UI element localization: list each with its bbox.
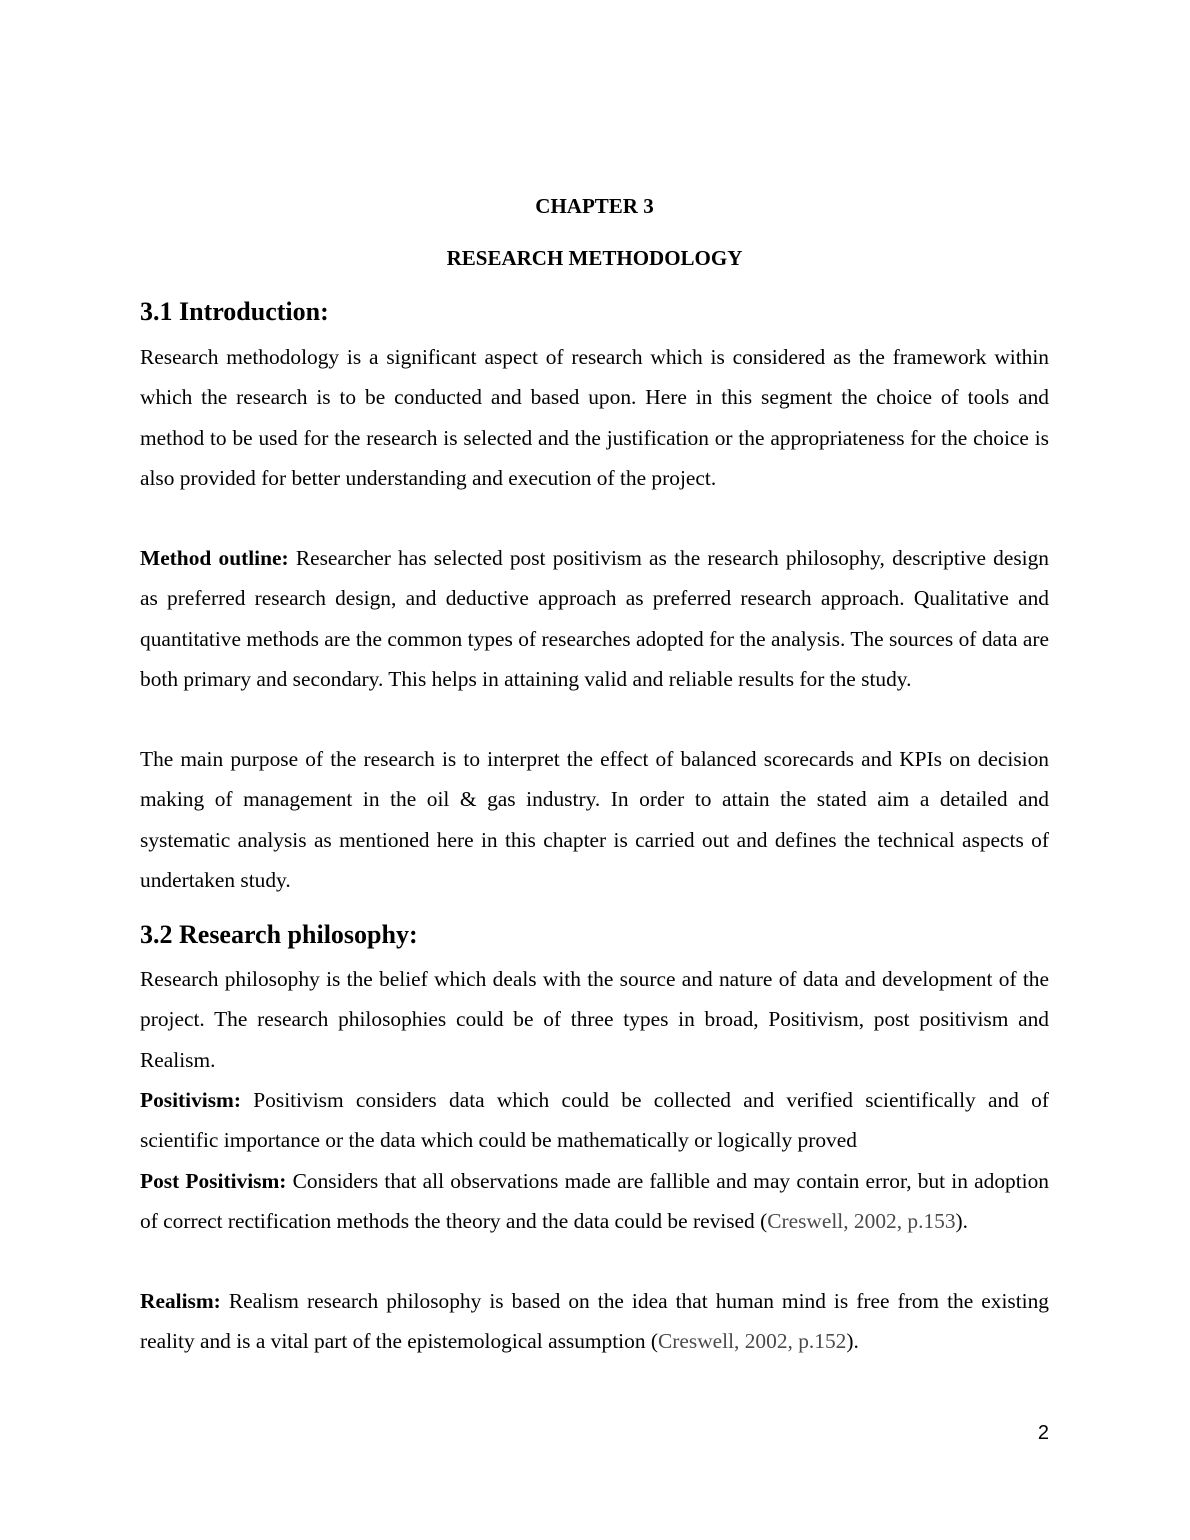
paragraph-text: The main purpose of the research is to interpret the effect of balanced scorecards and KPIs on decision making of management in the oil & gas industry. In order to attain the stated aim a detailed and systematic analysis as mentioned here in this chapter is carried out and defines the technical aspects of undertaken study.: [140, 747, 1049, 892]
chapter-title: RESEARCH METHODOLOGY: [446, 246, 743, 270]
citation: Creswell, 2002, p.152: [658, 1329, 847, 1354]
paragraph-text: Positivism considers data which could be collected and verified scientifically and of scientific importance or the data which could be mathematically or logically proved: [140, 1088, 1049, 1153]
paragraph-lead: Post Positivism:: [140, 1169, 287, 1193]
realism-paragraph: [140, 1281, 1049, 1362]
citation: Creswell, 2002, p.153: [767, 1209, 956, 1234]
paragraph-lead: Method outline:: [140, 546, 289, 570]
document-page: [140, 0, 1049, 1540]
paragraph-tail: ).: [955, 1209, 969, 1234]
paragraph-text: Considers that all observations made are fallible and may contain error, but in adoption of correct rectification methods the theory and the data could be revised (: [140, 1169, 1049, 1234]
paragraph-lead: Realism:: [140, 1289, 221, 1313]
post-positivism-paragraph: [140, 1161, 1049, 1242]
paragraph-text: Research philosophy is the belief which deals with the source and nature of data and development of the project. The research philosophies could be of three types in broad, Positivism, post positivism and Realism.: [140, 967, 1049, 1072]
chapter-number: CHAPTER 3: [535, 194, 654, 218]
philosophy-paragraph: [140, 959, 1049, 1080]
paragraph-text: Realism research philosophy is based on the idea that human mind is free from the existing reality and is a vital part of the epistemological assumption (: [140, 1289, 1049, 1354]
page-number: 2: [1037, 1422, 1049, 1444]
paragraph-tail: ).: [846, 1329, 859, 1354]
positivism-paragraph: [140, 1080, 1049, 1161]
intro-paragraph: [140, 337, 1049, 498]
method-outline-paragraph: [140, 538, 1049, 699]
section-heading-introduction: 3.1 Introduction:: [140, 297, 329, 326]
section-heading-research-philosophy: 3.2 Research philosophy:: [140, 920, 418, 949]
paragraph-lead: Positivism:: [140, 1088, 241, 1112]
paragraph-text: Research methodology is a significant aspect of research which is considered as the framework within which the research is to be conducted and based upon. Here in this segment the choice of tools and method to be used for the research is selected and the justification or the appropriateness for the choice is also provided for better understanding and execution of the project.: [140, 345, 1049, 490]
purpose-paragraph: [140, 739, 1049, 900]
paragraph-text: Researcher has selected post positivism as the research philosophy, descriptive design as preferred research design, and deductive approach as preferred research approach. Qualitative and quantitative methods are the common types of researches adopted for the analysis. The sources of data are both primary and secondary. This helps in attaining valid and reliable results for the study.: [140, 546, 1049, 691]
